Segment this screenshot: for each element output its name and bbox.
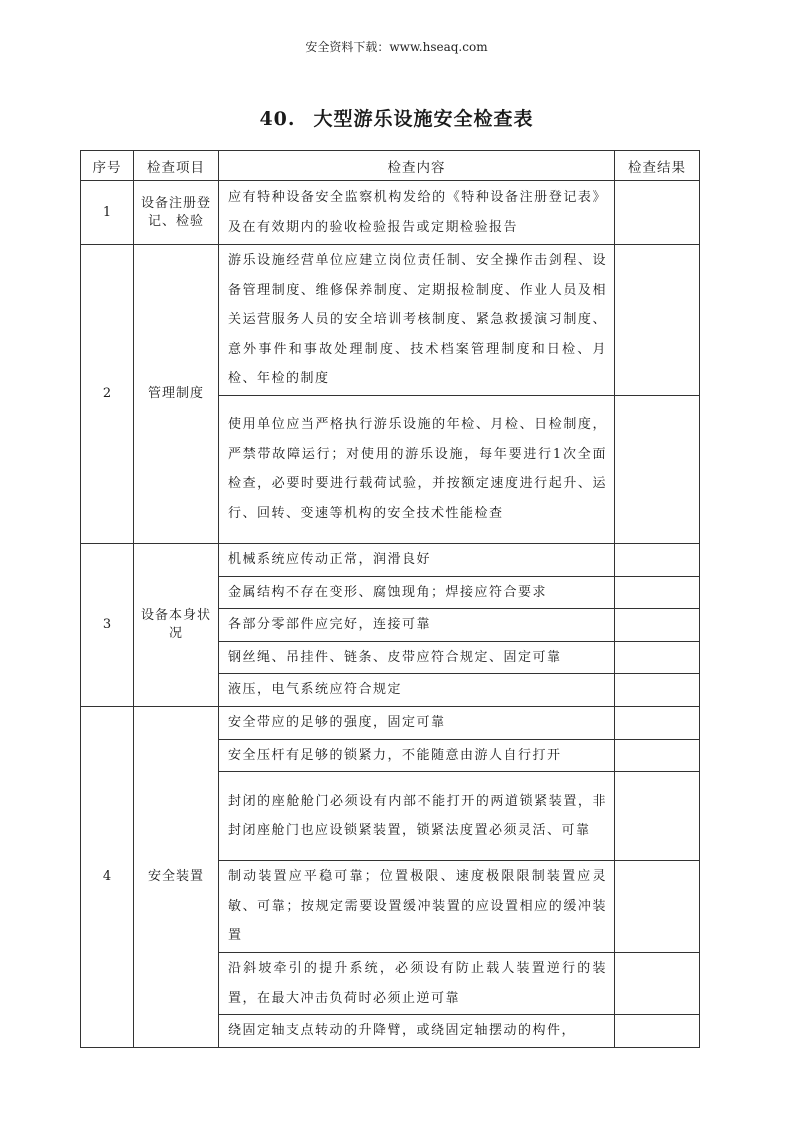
check-content: 液压，电气系统应符合规定 — [219, 674, 615, 707]
check-content: 机械系统应传动正常，润滑良好 — [219, 543, 615, 576]
title-number: 40. — [259, 108, 296, 130]
check-result-cell[interactable] — [615, 609, 700, 642]
check-content: 沿斜坡牵引的提升系统，必须设有防止载人装置逆行的装置，在最大冲击负荷时必须止逆可靠 — [219, 952, 615, 1014]
check-result-cell[interactable] — [615, 1015, 700, 1048]
checklist-table — [80, 150, 700, 1048]
check-item: 设备本身状况 — [134, 543, 219, 706]
check-result-cell[interactable] — [615, 641, 700, 674]
check-result-cell[interactable] — [615, 952, 700, 1014]
check-content: 绕固定轴支点转动的升降臂，或绕固定轴摆动的构件， — [219, 1015, 615, 1048]
table-row — [81, 245, 700, 396]
check-content: 制动装置应平稳可靠；位置极限、速度极限限制装置应灵敏、可靠；按规定需要设置缓冲装置的应设置相应的缓冲装置 — [219, 861, 615, 953]
column-header-no: 序号 — [81, 151, 134, 181]
row-number: 4 — [81, 706, 134, 1047]
check-content: 使用单位应当严格执行游乐设施的年检、月检、日检制度，严禁带故障运行；对使用的游乐设施，每年要进行1次全面检查，必要时要进行载荷试验，并按额定速度进行起升、运行、回转、变速等机构的安全技术性能检查 — [219, 395, 615, 543]
row-number: 1 — [81, 181, 134, 245]
check-content: 钢丝绳、吊挂件、链条、皮带应符合规定、固定可靠 — [219, 641, 615, 674]
page-header-source: 安全资料下载：www.hseaq.com — [305, 40, 488, 54]
check-content: 各部分零部件应完好，连接可靠 — [219, 609, 615, 642]
check-item: 管理制度 — [134, 245, 219, 544]
title-text: 大型游乐设施安全检查表 — [313, 108, 534, 130]
check-result-cell[interactable] — [615, 181, 700, 245]
check-result-cell[interactable] — [615, 543, 700, 576]
check-content: 应有特种设备安全监察机构发给的《特种设备注册登记表》及在有效期内的验收检验报告或定期检验报告 — [219, 181, 615, 245]
check-content: 游乐设施经营单位应建立岗位责任制、安全操作击剑程、设备管理制度、维修保养制度、定期报检制度、作业人员及相关运营服务人员的安全培训考核制度、紧急救援演习制度、意外事件和事故处理制度、技术档案管理制度和日检、月检、年检的制度 — [219, 245, 615, 396]
check-content: 安全带应的足够的强度，固定可靠 — [219, 706, 615, 739]
row-number: 2 — [81, 245, 134, 544]
row-number: 3 — [81, 543, 134, 706]
table-row — [81, 706, 700, 739]
check-result-cell[interactable] — [615, 861, 700, 953]
check-content: 安全压杆有足够的锁紧力，不能随意由游人自行打开 — [219, 739, 615, 772]
check-result-cell[interactable] — [615, 739, 700, 772]
check-content: 金属结构不存在变形、腐蚀现角；焊接应符合要求 — [219, 576, 615, 609]
table-header-row — [81, 151, 700, 181]
table-row — [81, 181, 700, 245]
check-result-cell[interactable] — [615, 674, 700, 707]
check-result-cell[interactable] — [615, 576, 700, 609]
page-title — [0, 104, 793, 131]
table-row — [81, 543, 700, 576]
column-header-item: 检查项目 — [134, 151, 219, 181]
check-content: 封闭的座舱舱门必须设有内部不能打开的两道锁紧装置，非封闭座舱门也应设锁紧装置，锁紧法度置必须灵活、可靠 — [219, 772, 615, 861]
check-result-cell[interactable] — [615, 395, 700, 543]
check-result-cell[interactable] — [615, 706, 700, 739]
column-header-content: 检查内容 — [219, 151, 615, 181]
check-item: 安全装置 — [134, 706, 219, 1047]
check-result-cell[interactable] — [615, 245, 700, 396]
column-header-result: 检查结果 — [615, 151, 700, 181]
check-item: 设备注册登记、检验 — [134, 181, 219, 245]
check-result-cell[interactable] — [615, 772, 700, 861]
